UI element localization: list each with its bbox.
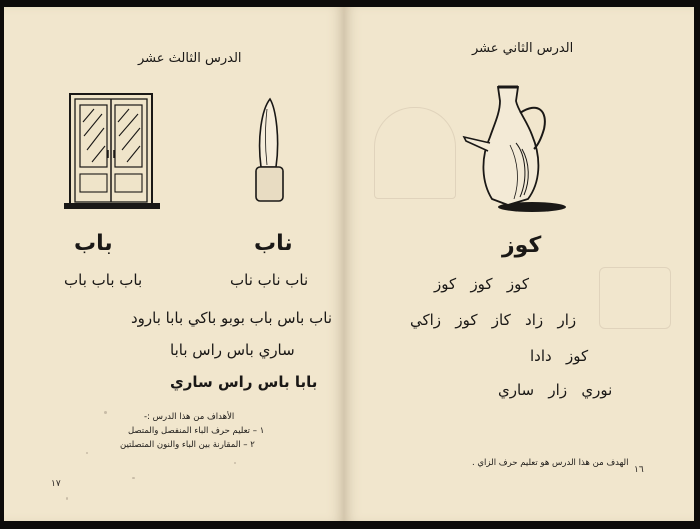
objective-2: ٢ – المقارنة بين الباء والنون المتصلتين bbox=[120, 440, 255, 450]
word-kooz: كوز bbox=[502, 233, 542, 258]
objective-1: ١ – تعليم حرف الباء المنفصل والمتصل bbox=[128, 426, 265, 436]
line-1-left: باب باب باب bbox=[64, 271, 143, 289]
bleed-through-box bbox=[599, 267, 671, 329]
page-number-left: ١٧ bbox=[51, 479, 61, 489]
word-nab: ناب bbox=[254, 231, 293, 256]
right-line-2: زار زاد كاز كوز زاكي bbox=[410, 311, 577, 329]
right-page bbox=[344, 7, 694, 521]
word-bab: باب bbox=[74, 231, 113, 256]
print-speck bbox=[234, 462, 236, 464]
objectives-heading: الأهداف من هذا الدرس :- bbox=[144, 412, 235, 422]
right-line-4: نوري زار ساري bbox=[498, 381, 613, 399]
print-speck bbox=[132, 477, 135, 479]
bleed-through-arch bbox=[374, 107, 456, 199]
lesson-12-title: الدرس الثاني عشر bbox=[472, 41, 574, 56]
left-page bbox=[4, 7, 344, 521]
door-illustration bbox=[62, 92, 162, 218]
lesson-13-title: الدرس الثالث عشر bbox=[138, 51, 242, 66]
print-speck bbox=[86, 452, 88, 454]
jug-illustration bbox=[460, 83, 572, 215]
line-1-right: ناب ناب ناب bbox=[230, 271, 309, 289]
print-speck bbox=[104, 411, 107, 414]
line-2: ناب باس باب بوبو باكي بابا بارود bbox=[130, 309, 332, 327]
print-speck bbox=[66, 497, 68, 500]
page-number-right: ١٦ bbox=[634, 465, 644, 475]
right-line-3: كوز دادا bbox=[530, 347, 589, 365]
tooth-illustration bbox=[248, 97, 292, 207]
right-line-1: كوز كوز كوز bbox=[434, 275, 530, 293]
lesson-objective-note: الهدف من هذا الدرس هو تعليم حرف الزاي . bbox=[472, 458, 629, 468]
line-3: ساري باس راس بابا bbox=[170, 341, 295, 359]
line-4: بابا باس راس ساري bbox=[170, 373, 318, 391]
